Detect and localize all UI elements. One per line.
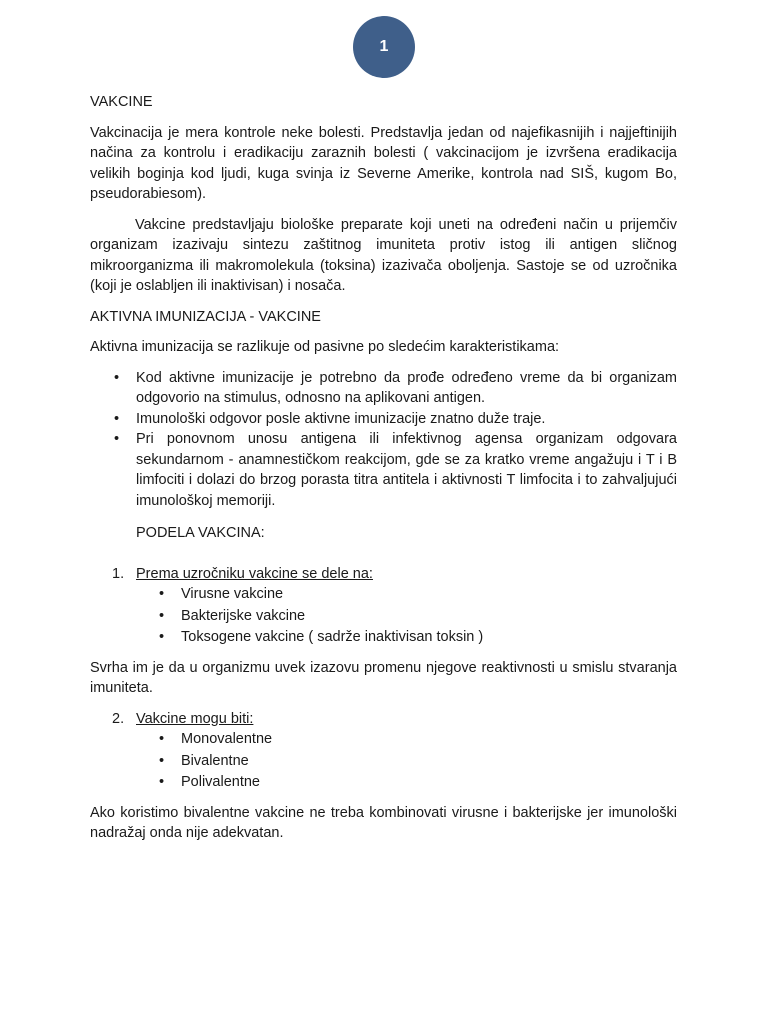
list-item-text: Kod aktivne imunizacije je potrebno da prođe određeno vreme da bi organizam odgovorio na stimulus, odnosno na aplikovani antigen. bbox=[136, 369, 677, 406]
list-item-text: Bakterijske vakcine bbox=[181, 607, 306, 624]
list-item-text: Imunološki odgovor posle aktivne imunizacije znatno duže traje. bbox=[136, 410, 546, 427]
list-item bbox=[159, 627, 677, 648]
bullet-icon: • bbox=[114, 410, 120, 427]
list-item bbox=[159, 772, 677, 793]
list-item-text: Bivalentne bbox=[181, 752, 249, 769]
numbered-section-title bbox=[90, 564, 677, 585]
list-item bbox=[114, 429, 677, 511]
document-body bbox=[90, 92, 677, 854]
bullet-icon: • bbox=[159, 731, 165, 747]
section-title-text: Vakcine mogu biti: bbox=[136, 710, 254, 727]
intro-paragraph: Vakcinacija je mera kontrole neke bolesti. Predstavlja jedan od najefikasnijih i najjeftinijih načina za kontrolu i eradikaciju zaraznih bolesti ( vakcinacijom je izvršena eradikacija velikih boginja kod ljudi, kuga svinja iz Severne Amerike, kontrola nad SIŠ, kugom Bo, pseudorabiesom). bbox=[90, 124, 677, 202]
section-title-aktivna-imunizacija: AKTIVNA IMUNIZACIJA - VAKCINE bbox=[90, 308, 321, 325]
vaccine-type-list bbox=[90, 584, 677, 648]
document-title: VAKCINE bbox=[90, 94, 153, 110]
closing-paragraph: Ako koristimo bivalentne vakcine ne treba kombinovati virusne i bakterijske jer imunološki nadražaj onda nije adekvatan. bbox=[90, 804, 677, 841]
bullet-icon: • bbox=[159, 752, 165, 769]
section-intro-paragraph: Aktivna imunizacija se razlikuje od pasivne po sledećim karakteristikama: bbox=[90, 339, 560, 355]
bullet-icon: • bbox=[159, 586, 165, 602]
bullet-icon: • bbox=[159, 629, 165, 645]
list-item bbox=[159, 751, 677, 772]
section-number: 2. bbox=[112, 710, 125, 727]
list-item-text: Pri ponovnom unosu antigena ili infektivnog agensa organizam odgovara sekundarnom - anamnestičkom reakcijom, gde se za kratko vreme angažuju i T i B limfociti i dolazi do brzog porasta titra antitela i aktivnosti T limfocita i to zahvaljujući imunološkoj memoriji. bbox=[136, 431, 677, 509]
bullet-icon: • bbox=[114, 431, 120, 447]
list-item-text: Toksogene vakcine ( sadrže inaktivisan toksin ) bbox=[181, 629, 484, 645]
bullet-icon: • bbox=[159, 774, 165, 790]
list-item-text: Polivalentne bbox=[181, 774, 260, 790]
purpose-paragraph: Svrha im je da u organizmu uvek izazovu promenu njegove reaktivnosti u smislu stvaranja imuniteta. bbox=[90, 659, 677, 696]
bullet-icon: • bbox=[159, 607, 165, 624]
valence-list bbox=[90, 729, 677, 793]
list-item bbox=[114, 409, 677, 430]
section-title-text: Prema uzročniku vakcine se dele na: bbox=[136, 565, 373, 582]
definition-paragraph: Vakcine predstavljaju biološke preparate koji uneti na određeni način u prijemčiv organizam izazivaju sintezu zaštitnog imuniteta protiv istog ili antigen sličnog mikroorganizma ili makromolekula (toksina) izazivača oboljenja. Sastoje se od uzročnika (koji je oslabljen ili inaktivisan) i nosača. bbox=[90, 216, 677, 294]
bullet-icon: • bbox=[114, 369, 120, 386]
page-number-badge: 1 bbox=[353, 16, 415, 78]
list-item-text: Virusne vakcine bbox=[181, 586, 284, 602]
podela-vakcina-heading: PODELA VAKCINA: bbox=[136, 525, 265, 541]
section-number: 1. bbox=[112, 565, 125, 582]
numbered-section-2 bbox=[90, 709, 677, 793]
characteristics-list bbox=[90, 368, 677, 512]
numbered-section-1 bbox=[90, 564, 677, 648]
list-item bbox=[159, 584, 677, 605]
numbered-section-title bbox=[90, 709, 677, 730]
list-item-text: Monovalentne bbox=[181, 731, 273, 747]
list-item bbox=[114, 368, 677, 409]
list-item bbox=[159, 729, 677, 750]
list-item bbox=[159, 606, 677, 627]
